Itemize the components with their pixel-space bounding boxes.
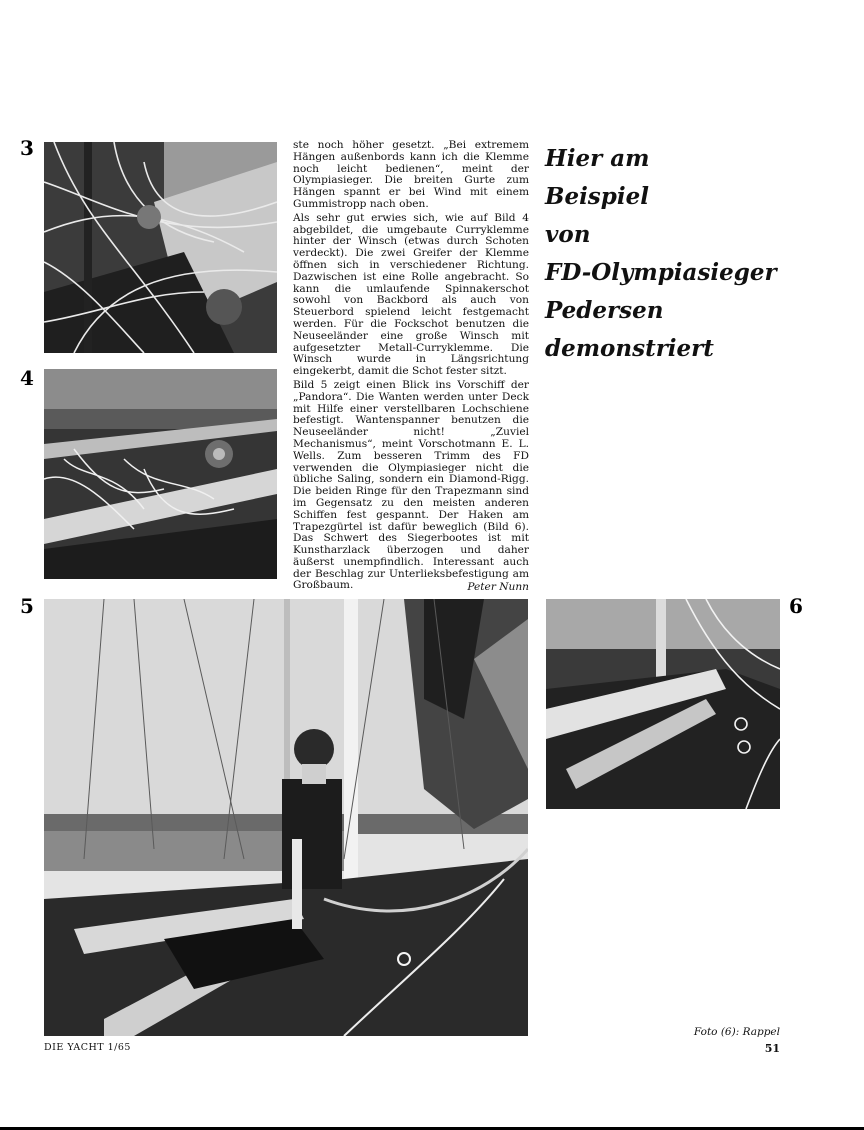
publication-footer: DIE YACHT 1/65 bbox=[44, 1042, 131, 1053]
photo-6-trapeze-rings bbox=[546, 599, 780, 809]
headline-line: von bbox=[545, 221, 591, 248]
headline bbox=[545, 140, 805, 368]
headline-line: demonstriert bbox=[545, 335, 714, 362]
article-text bbox=[293, 140, 529, 594]
headline-line: Hier am bbox=[545, 145, 650, 172]
article-paragraph: Bild 5 zeigt einen Blick ins Vorschiff der „Pandora“. Die Wanten werden unter Deck mit Hilfe einer verstellbaren Lochschiene befestigt. Wantenspanner benutzen die Neuseeländer nicht! „Zuviel Mechanismus“, meint Vorschotmann E. L. Wells. Zum besseren Trimm des FD verwenden die Olympiasieger nicht die übliche Saling, sondern ein Diamond-Rigg. Die beiden Ringe für den Trapezmann sind im Gegensatz zu den meisten anderen Schiffen fest gespannt. Der Haken am Trapezgürtel ist dafür beweglich (Bild 6). Das Schwert des Siegerbootes ist mit Kunstharzlack überzogen und daher äußerst unempfindlich. Interessant auch der Beschlag zur Unterlieksbefestigung am Großbaum. bbox=[293, 378, 529, 592]
page-number: 51 bbox=[764, 1042, 780, 1055]
photo-5-foredeck-pandora bbox=[44, 599, 528, 1036]
article-paragraph: ste noch höher gesetzt. „Bei extremem Hängen außenbords kann ich die Klemme noch leicht bedienen“, meint der Olympiasieger. Die breiten Gurte zum Hängen spannt er bei Wind mit einem Gummistropp nach oben. bbox=[293, 139, 529, 210]
article-author: Peter Nunn bbox=[467, 581, 529, 594]
figure-number-5: 5 bbox=[20, 594, 34, 618]
photo-credit: Foto (6): Rappel bbox=[693, 1026, 780, 1038]
figure-number-6: 6 bbox=[789, 594, 803, 618]
photo-3-cockpit-ropes bbox=[44, 142, 277, 353]
figure-number-3: 3 bbox=[20, 136, 34, 160]
figure-number-4: 4 bbox=[20, 366, 34, 390]
photo-4-winch-cleat bbox=[44, 369, 277, 579]
article-paragraph: Als sehr gut erwies sich, wie auf Bild 4 abgebildet, die umgebaute Curryklemme hinter der Winsch (etwas durch Schoten verdeckt). Die zwei Greifer der Klemme öffnen sich in verschiedener Richtung. Dazwischen ist eine Rolle angebracht. So kann die umlaufende Spinnakerschot sowohl von Backbord als auch von Steuerbord spielend leicht festgemacht werden. Für die Fockschot benutzen die Neuseeländer eine große Winsch mit aufgesetzter Metall-Curryklemme. Die Winsch wurde in Längsrichtung eingekerbt, damit die Schot fester sitzt. bbox=[293, 211, 529, 378]
headline-line: Pedersen bbox=[545, 297, 664, 324]
headline-line: FD-Olympiasieger bbox=[545, 259, 777, 286]
headline-line: Beispiel bbox=[545, 183, 649, 210]
